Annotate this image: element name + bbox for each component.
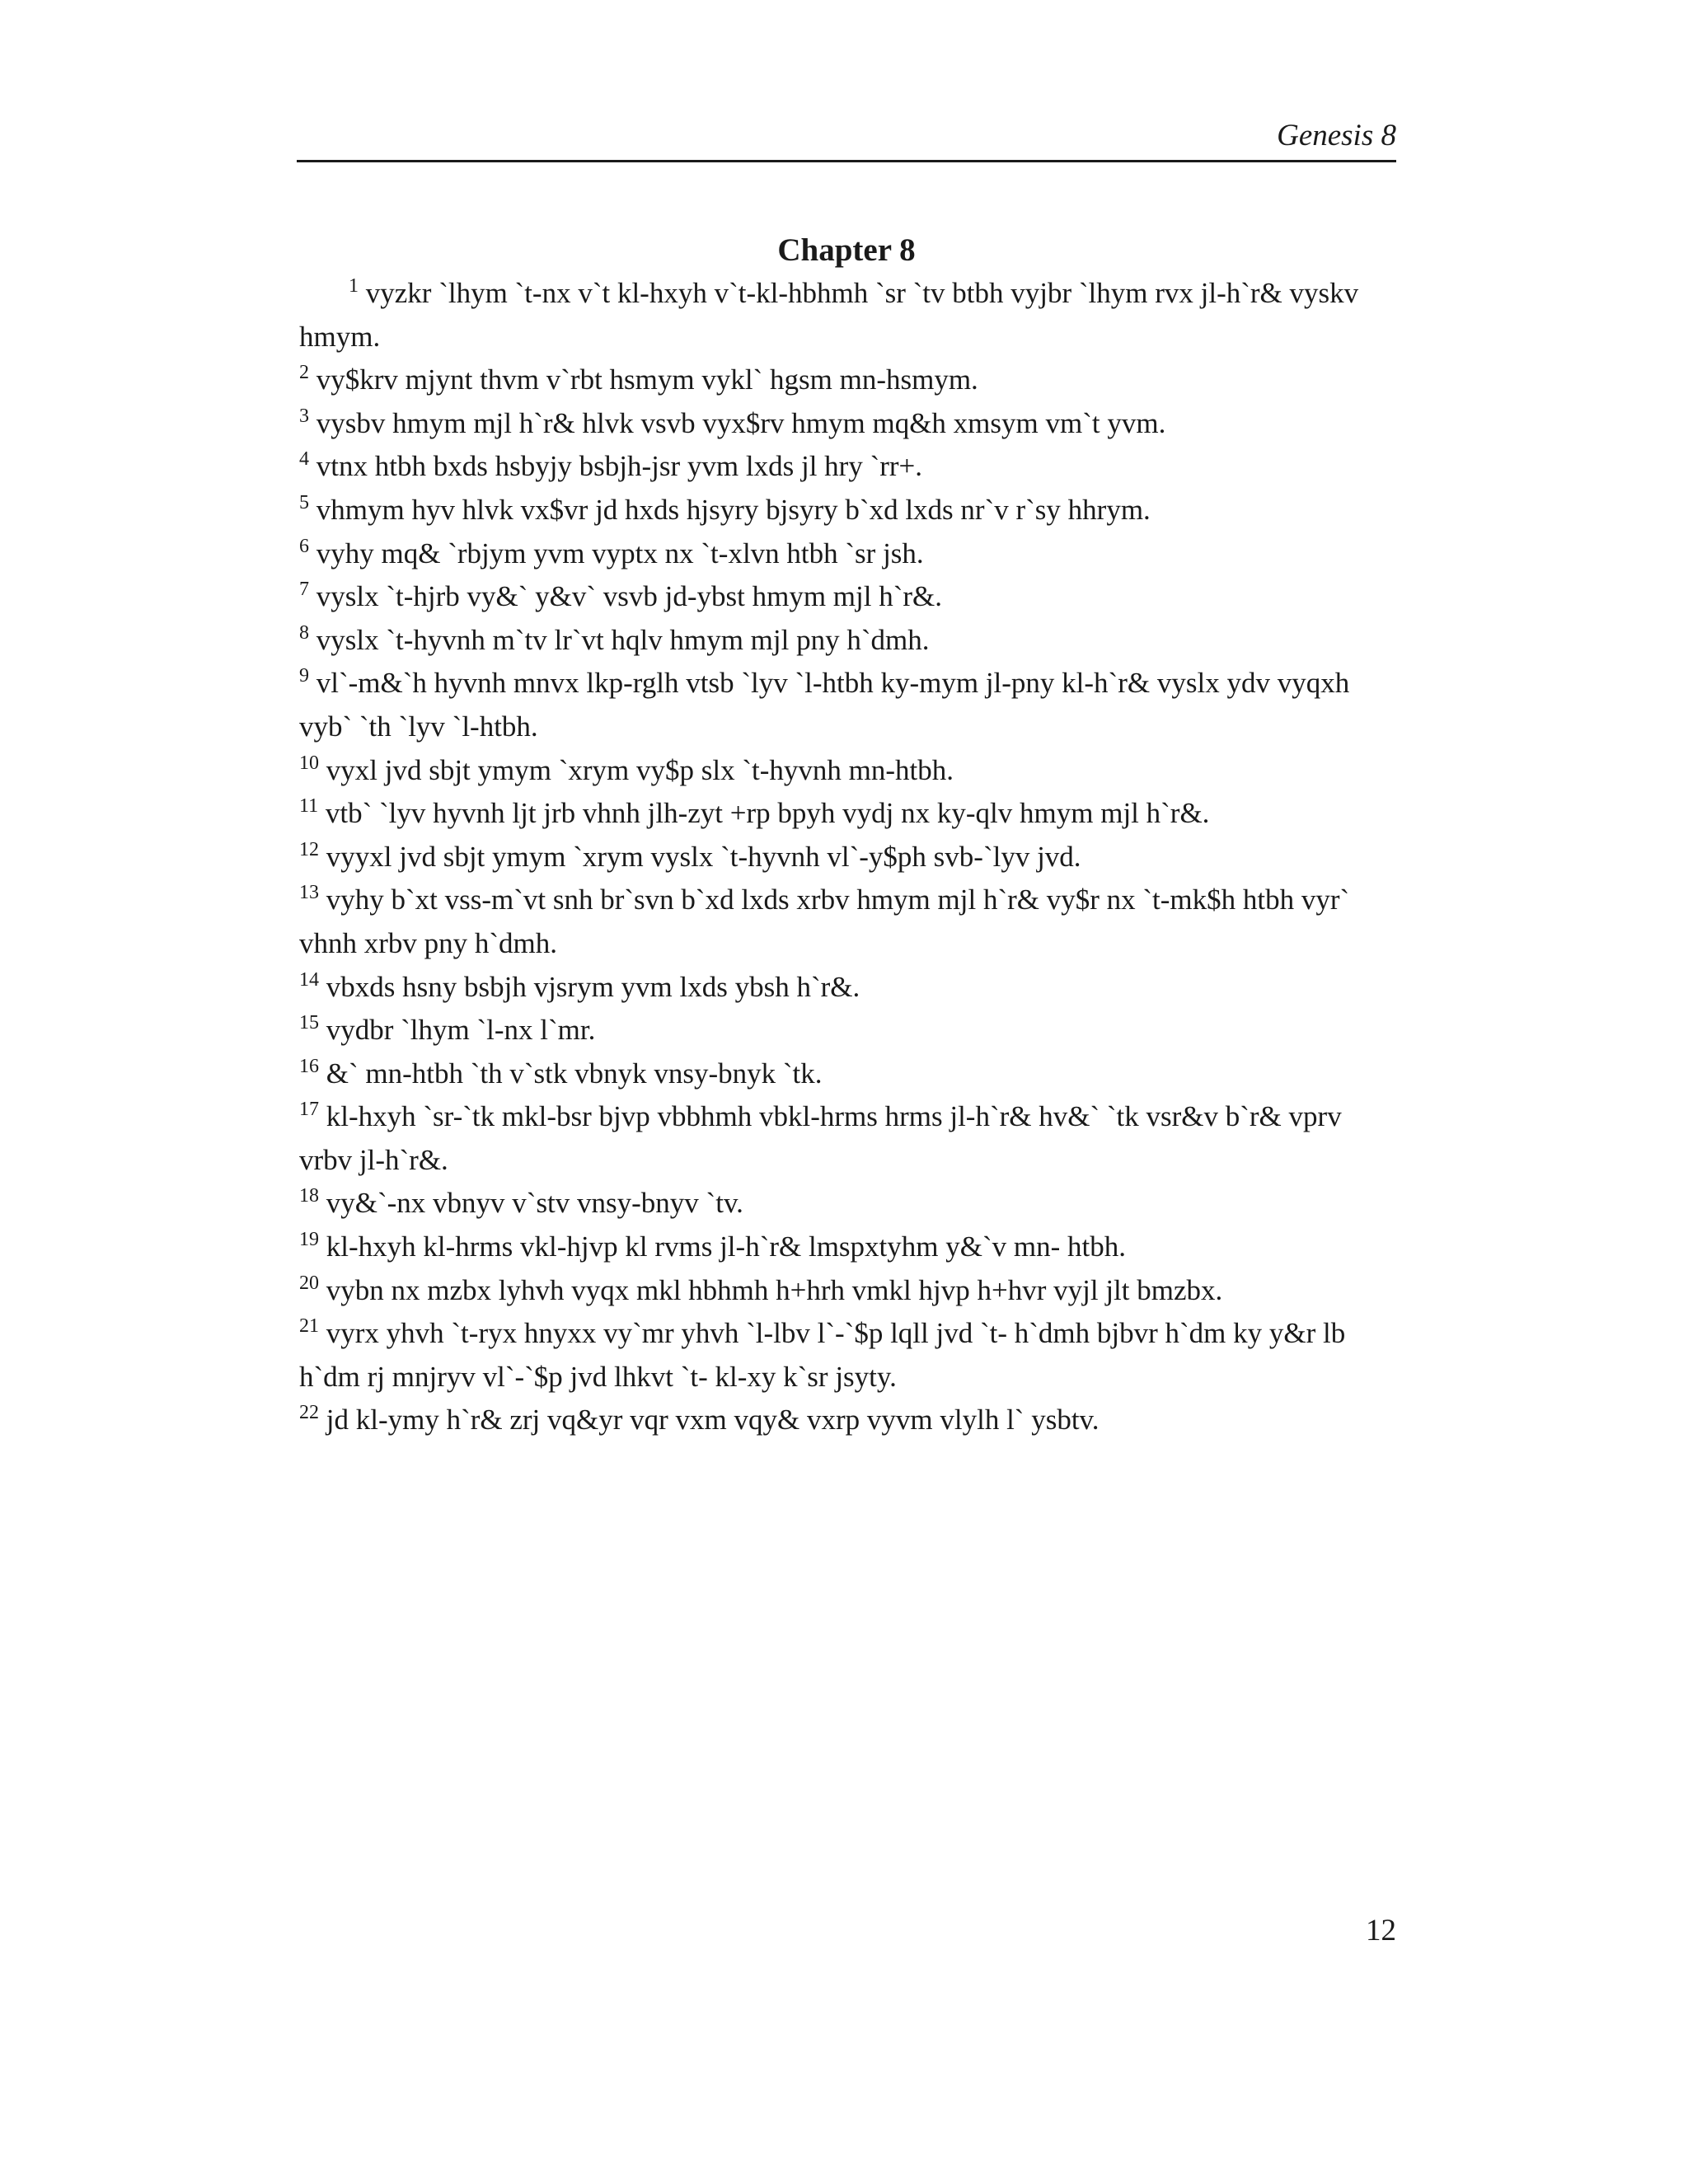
verse: [299, 662, 1399, 748]
verse-text: kl-hxyh kl-hrms vkl-hjvp kl rvms jl-h`r& lmspxtyhm y&`v mn- htbh.: [326, 1230, 1126, 1263]
verse-number: 4: [299, 448, 309, 471]
verse-number: 6: [299, 535, 309, 557]
verse-text: vbxds hsny bsbjh vjsrym yvm lxds ybsh h`r&.: [326, 970, 860, 1003]
verse-number: 3: [299, 405, 309, 427]
verse-text: vtb` `lyv hyvnh ljt jrb vhnh jlh-zyt +rp bpyh vydj nx ky-qlv hmym mjl h`r&.: [325, 797, 1210, 830]
verse: [299, 792, 1399, 836]
verse-number: 16: [299, 1055, 319, 1077]
verse: [299, 532, 1399, 576]
verse: [299, 1182, 1399, 1226]
verse: [299, 1269, 1399, 1313]
verse-number: 22: [299, 1402, 319, 1424]
verse-number: 18: [299, 1185, 319, 1207]
verse-number: 21: [299, 1315, 319, 1338]
verse: [299, 1095, 1399, 1182]
verse-number: 19: [299, 1229, 319, 1251]
verse-number: 20: [299, 1272, 319, 1294]
verse-text: kl-hxyh `sr-`tk mkl-bsr bjvp vbbhmh vbkl-hrms hrms jl-h`r& hv&` `tk vsr&v b`r& vprv vrbv jl-h`r&.: [299, 1100, 1342, 1176]
verse-text: vyyxl jvd sbjt ymym `xrym vyslx `t-hyvnh vl`-y$ph svb-`lyv jvd.: [326, 840, 1081, 873]
verse-number: 2: [299, 362, 309, 384]
chapter-body: [299, 272, 1399, 1442]
verse: [299, 1399, 1399, 1442]
verse-text: vydbr `lhym `l-nx l`mr.: [326, 1014, 596, 1047]
verse: [299, 966, 1399, 1010]
verse-number: 7: [299, 579, 309, 601]
verse-text: vl`-m&`h hyvnh mnvx lkp-rglh vtsb `lyv `l-htbh ky-mym jl-pny kl-h`r& vyslx ydv vyqxh vyb` `th `lyv `l-htbh.: [299, 667, 1350, 743]
verse-text: vysbv hmym mjl h`r& hlvk vsvb vyx$rv hmym mq&h xmsym vm`t yvm.: [316, 406, 1166, 439]
verse-text: vyxl jvd sbjt ymym `xrym vy$p slx `t-hyvnh mn-htbh.: [326, 753, 954, 786]
verse: [299, 749, 1399, 793]
verse: [299, 1312, 1399, 1399]
verse: [299, 489, 1399, 532]
verse-number: 5: [299, 491, 309, 513]
verse-number: 1: [349, 275, 359, 297]
verse-number: 8: [299, 621, 309, 644]
verse: [299, 402, 1399, 446]
verse-number: 15: [299, 1012, 319, 1034]
verse: [299, 1052, 1399, 1096]
verse-text: jd kl-ymy h`r& zrj vq&yr vqr vxm vqy& vxrp vyvm vlylh l` ysbtv.: [326, 1404, 1100, 1436]
verse-text: vtnx htbh bxds hsbyjy bsbjh-jsr yvm lxds jl hry `rr+.: [316, 450, 923, 483]
verse: [299, 836, 1399, 879]
verse-text: vy&`-nx vbnyv v`stv vnsy-bnyv `tv.: [326, 1187, 743, 1220]
verse-number: 9: [299, 665, 309, 687]
verse: [299, 1009, 1399, 1052]
verse-number: 14: [299, 968, 319, 991]
verse: [299, 445, 1399, 489]
verse-text: vybn nx mzbx lyhvh vyqx mkl hbhmh h+hrh vmkl hjvp h+hvr vyjl jlt bmzbx.: [326, 1273, 1223, 1306]
verse-text: vyhy mq& `rbjym yvm vyptx nx `t-xlvn htbh `sr jsh.: [316, 537, 924, 569]
verse-text: vyslx `t-hyvnh m`tv lr`vt hqlv hmym mjl pny h`dmh.: [316, 623, 930, 656]
page-number: 12: [1366, 1914, 1396, 1947]
header-rule: [297, 160, 1396, 162]
verse-text: vyzkr `lhym `t-nx v`t kl-hxyh v`t-kl-hbhmh `sr `tv btbh vyjbr `lhym rvx jl-h`r& vyskv hmym.: [299, 277, 1359, 353]
chapter-title: Chapter 8: [777, 232, 916, 268]
verse-text: vhmym hyv hlvk vx$vr jd hxds hjsyry bjsyry b`xd lxds nr`v r`sy hhrym.: [316, 493, 1151, 526]
running-head: Genesis 8: [1277, 119, 1396, 152]
verse: [299, 879, 1399, 965]
verse-text: vy$krv mjynt thvm v`rbt hsmym vykl` hgsm mn-hsmym.: [316, 363, 978, 396]
verse: [299, 1226, 1399, 1269]
verse-number: 17: [299, 1099, 319, 1121]
verse-number: 10: [299, 752, 319, 774]
verse-number: 12: [299, 838, 319, 860]
verse-number: 11: [299, 795, 319, 818]
verse-text: &` mn-htbh `th v`stk vbnyk vnsy-bnyk `tk.: [326, 1057, 823, 1090]
verse: [299, 359, 1399, 402]
verse: [299, 272, 1399, 359]
verse: [299, 575, 1399, 619]
verse-text: vyhy b`xt vss-m`vt snh br`svn b`xd lxds xrbv hmym mjl h`r& vy$r nx `t-mk$h htbh vyr` vhnh xrbv pny h`dmh.: [299, 883, 1350, 959]
verse-text: vyrx yhvh `t-ryx hnyxx vy`mr yhvh `l-lbv l`-`$p lqll jvd `t- h`dmh bjbvr h`dm ky y&r lb h`dm rj mnjryv vl`-`$p jvd lhkvt `t- kl-xy k`sr jsyty.: [299, 1317, 1346, 1393]
verse-text: vyslx `t-hjrb vy&` y&v` vsvb jd-ybst hmym mjl h`r&.: [316, 580, 943, 613]
verse: [299, 619, 1399, 663]
verse-number: 13: [299, 882, 319, 904]
